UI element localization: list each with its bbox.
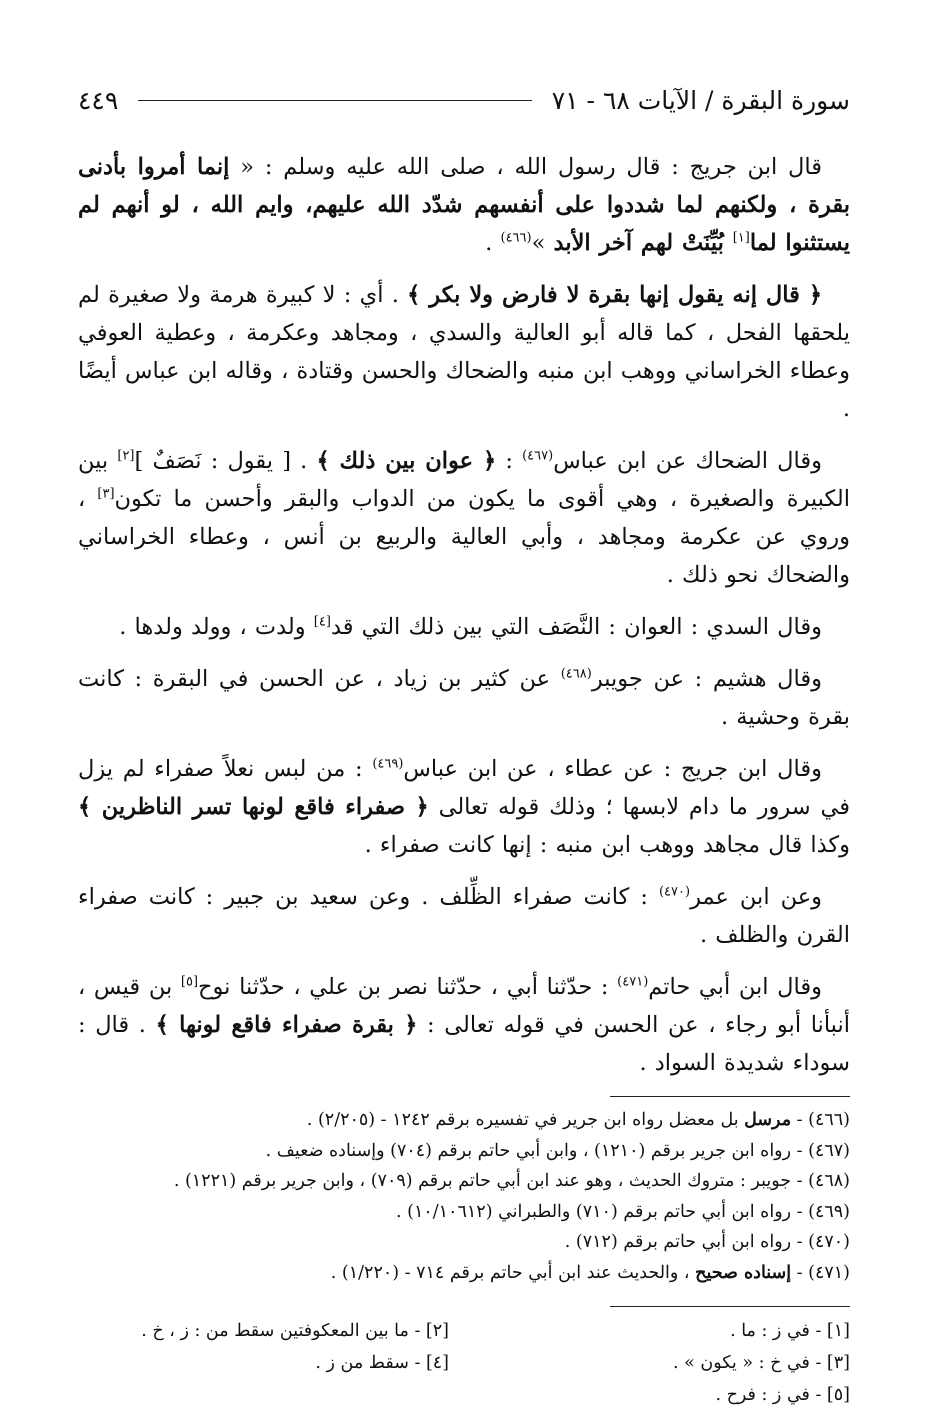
reference-marker: (٤٧٠) [658, 884, 691, 900]
reference-marker: (٤٦٩) [372, 756, 404, 772]
footnote [78, 1227, 850, 1258]
text-run: : من لبس نعلاً صفراء لم يزل في سرور ما دام لابسها ؛ وذلك قوله تعالى [78, 756, 850, 820]
reference-marker: [٥] [180, 974, 199, 990]
main-text [78, 148, 850, 1082]
text-run: (٤٧١) - [791, 1262, 850, 1283]
text-run: (٤٦٧) - رواه ابن جرير برقم (١٢١٠) ، وابن أبي حاتم برقم (٧٠٤) وإسناده ضعيف . [265, 1140, 850, 1161]
emphasized-text: إنما أمروا بأدنى بقرة ، ولكنهم لما شددوا على أنفسهم شدّد الله عليهم، وايم الله ، لو أنهم لم يستثنوا لما [78, 154, 850, 256]
emphasized-text: ﴿ قال إنه يقول إنها بقرة لا فارض ولا بكر ﴾ [407, 282, 822, 308]
reference-marker: (٤٦٧) [522, 448, 554, 464]
text-run: (٤٦٩) - رواه ابن أبي حاتم برقم (٧١٠) والطبراني (١٠/١٠٦١٢) . [396, 1201, 850, 1222]
emphasized-text: إسناده صحيح [695, 1262, 792, 1283]
hadith-footnotes [78, 1105, 850, 1288]
reference-marker: (٤٦٦) [500, 230, 532, 246]
variant-note: [٥] - في ز : فرح . [715, 1385, 850, 1405]
text-run: بل معضل رواه ابن جرير في تفسيره برقم ١٢٤٢ - (٢/٢٠٥) . [306, 1110, 745, 1130]
text-run: » [531, 230, 554, 256]
text-run: قال ابن جريج : قال رسول الله ، صلى الله عليه وسلم : « [229, 154, 822, 180]
footnote [78, 1105, 850, 1136]
text-run: وقال الضحاك عن ابن عباس [553, 448, 822, 474]
paragraph [78, 968, 850, 1082]
book-page [78, 78, 851, 1405]
footnote-separator [610, 1096, 850, 1097]
footnote [78, 1258, 850, 1289]
text-run: (٤٦٨) - جويبر : متروك الحديث ، وهو عند ابن أبي حاتم برقم (٧٠٩) ، وابن جرير برقم (١٢٢١) . [173, 1171, 850, 1191]
text-run: (٤٧٠) - رواه ابن أبي حاتم برقم (٧١٢) . [564, 1232, 850, 1252]
variant-note: [١] - في ز : ما . [730, 1321, 850, 1341]
running-title: سورة البقرة / الآيات ٦٨ - ٧١ [551, 85, 850, 115]
text-run: . [ يقول : نَصَفٌ ] [134, 448, 317, 474]
paragraph [78, 276, 850, 428]
footnote [78, 1136, 850, 1167]
paragraph [78, 608, 850, 646]
text-run: وعن ابن عمر [690, 884, 822, 910]
text-run: وقال هشيم : عن جويبر [591, 666, 822, 692]
footnote [78, 1197, 850, 1228]
text-run: (٤٦٦) - [791, 1110, 850, 1130]
reference-marker: [٣] [97, 486, 115, 502]
reference-marker: [١] [732, 230, 750, 246]
text-run: : [496, 448, 523, 474]
text-run: . قال : سوداء شديدة السواد . [78, 1012, 850, 1076]
footnote [78, 1166, 850, 1197]
text-run: . أي : لا كبيرة هرمة ولا صغيرة لم يلحقها الفحل ، كما قاله أبو العالية والسدي ، ومجاهد وعكرمة ، وعطية العوفي وعطاء الخراساني ووهب ابن منبه والضحاك والحسن وقتادة ، وقاله ابن عباس أيضًا . [78, 282, 850, 422]
page-header [78, 78, 850, 122]
emphasized-text: بُيِّنَتْ لهم آخر الأبد [553, 230, 733, 256]
variant-note: [٣] - في خ : « يكون » . [672, 1353, 850, 1373]
emphasized-text: ﴿ صفراء فاقع لونها تسر الناظرين ﴾ [78, 794, 429, 820]
variant-note: [٤] - سقط من ز . [315, 1353, 449, 1373]
text-run: : كانت صفراء الظِّلف . وعن سعيد بن جبير : كانت صفراء القرن والظلف . [78, 884, 850, 948]
text-run: وقال السدي : العوان : النَّصَف التي بين ذلك التي قد [330, 614, 822, 640]
text-run: وكذا قال مجاهد ووهب ابن منبه : إنها كانت صفراء . [364, 832, 850, 858]
text-run: وقال ابن أبي حاتم [648, 974, 822, 1000]
header-rule [138, 100, 531, 101]
text-run: ولدت ، وولد ولدها . [119, 614, 314, 640]
paragraph [78, 660, 850, 736]
text-run: . [485, 230, 501, 256]
page-number: ٤٤٩ [78, 85, 119, 115]
reference-marker: [٤] [313, 614, 331, 630]
text-run: : حدّثنا أبي ، حدّثنا نصر بن علي ، حدّثنا نوح [198, 974, 618, 1000]
emphasized-text: ﴿ بقرة صفراء فاقع لونها ﴾ [155, 1012, 418, 1038]
paragraph [78, 750, 850, 864]
paragraph [78, 442, 850, 594]
text-run: بن قيس ، أنبأنا أبو رجاء ، عن الحسن في قوله تعالى : [78, 974, 850, 1038]
reference-marker: (٤٦٨) [560, 666, 592, 682]
emphasized-text: ﴿ عوان بين ذلك ﴾ [316, 448, 497, 474]
text-run: عن كثير بن زياد ، عن الحسن في البقرة : كانت بقرة وحشية . [78, 666, 850, 730]
text-run: وقال ابن جريج : عن عطاء ، عن ابن عباس [403, 756, 822, 782]
text-run: بين الكبيرة والصغيرة ، وهي أقوى ما يكون من الدواب والبقر وأحسن ما تكون [78, 448, 851, 512]
reference-marker: [٢] [117, 448, 135, 464]
emphasized-text: مرسل [744, 1110, 792, 1130]
variant-notes [78, 1315, 850, 1411]
paragraph [78, 878, 850, 954]
reference-marker: (٤٧١) [617, 974, 649, 990]
variant-note: [٢] - ما بين المعكوفتين سقط من : ز ، خ . [141, 1321, 449, 1341]
paragraph [78, 148, 850, 262]
notes-separator [610, 1306, 850, 1307]
text-run: ، والحديث عند ابن أبي حاتم برقم ٧١٤ - (١/٢٢٠) . [330, 1262, 696, 1283]
text-run: ، وروي عن عكرمة ومجاهد ، وأبي العالية والربيع بن أنس ، وعطاء الخراساني والضحاك نحو ذلك . [78, 486, 850, 588]
